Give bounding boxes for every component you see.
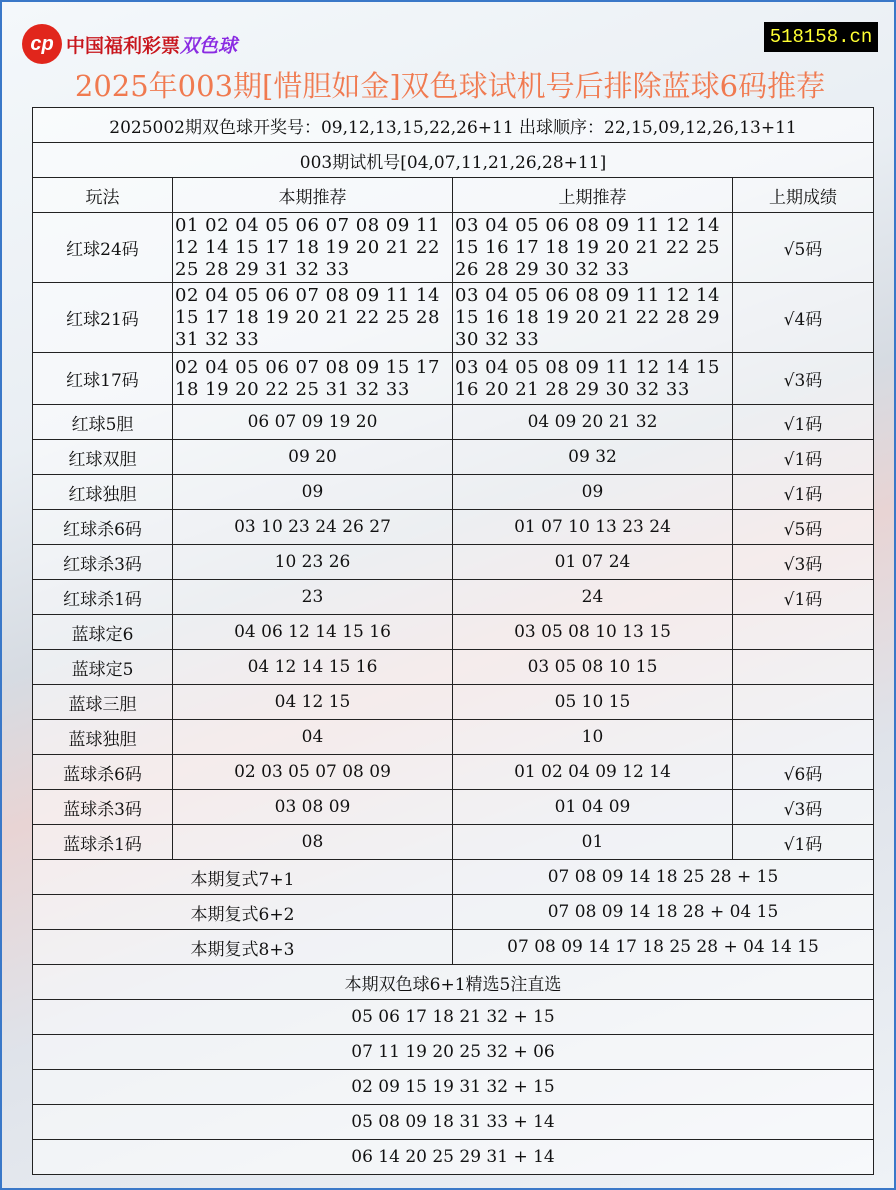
previous-pick: 03 05 08 10 13 15 bbox=[453, 615, 733, 650]
previous-result: √4码 bbox=[733, 283, 874, 353]
table-row bbox=[33, 353, 874, 405]
fushi-value: 07 08 09 14 18 25 28 + 15 bbox=[453, 860, 874, 895]
table-row bbox=[33, 720, 874, 755]
play-type: 红球21码 bbox=[33, 283, 173, 353]
fushi-label: 本期复式8+3 bbox=[33, 930, 453, 965]
previous-pick: 01 02 04 09 12 14 bbox=[453, 755, 733, 790]
previous-result bbox=[733, 615, 874, 650]
site-badge: 518158.cn bbox=[764, 22, 878, 52]
previous-pick: 03 04 05 06 08 09 11 12 14 15 16 18 19 20 21 22 28 29 30 32 33 bbox=[453, 283, 733, 353]
current-pick: 01 02 04 05 06 07 08 09 11 12 14 15 17 18 19 20 21 22 25 28 29 31 32 33 bbox=[173, 213, 453, 283]
previous-result: √3码 bbox=[733, 545, 874, 580]
play-type: 红球5胆 bbox=[33, 405, 173, 440]
table-row bbox=[33, 650, 874, 685]
col-header: 上期推荐 bbox=[453, 178, 733, 213]
fushi-row bbox=[33, 930, 874, 965]
pick-row bbox=[33, 1035, 874, 1070]
pick-value: 07 11 19 20 25 32 + 06 bbox=[33, 1035, 874, 1070]
play-type: 蓝球杀3码 bbox=[33, 790, 173, 825]
table-row bbox=[33, 213, 874, 283]
lottery-logo bbox=[22, 24, 237, 64]
previous-result bbox=[733, 685, 874, 720]
play-type: 蓝球定6 bbox=[33, 615, 173, 650]
previous-result: √5码 bbox=[733, 510, 874, 545]
pick-value: 05 06 17 18 21 32 + 15 bbox=[33, 1000, 874, 1035]
current-pick: 03 08 09 bbox=[173, 790, 453, 825]
play-type: 红球24码 bbox=[33, 213, 173, 283]
table-row bbox=[33, 825, 874, 860]
current-pick: 03 10 23 24 26 27 bbox=[173, 510, 453, 545]
fushi-label: 本期复式7+1 bbox=[33, 860, 453, 895]
play-type: 蓝球杀1码 bbox=[33, 825, 173, 860]
previous-pick: 03 04 05 06 08 09 11 12 14 15 16 17 18 19 20 21 22 25 26 28 29 30 32 33 bbox=[453, 213, 733, 283]
previous-result: √1码 bbox=[733, 405, 874, 440]
prediction-table bbox=[32, 107, 874, 1175]
play-type: 红球杀1码 bbox=[33, 580, 173, 615]
play-type: 红球17码 bbox=[33, 353, 173, 405]
picks-title: 本期双色球6+1精选5注直选 bbox=[33, 965, 874, 1000]
previous-result: √1码 bbox=[733, 440, 874, 475]
previous-result bbox=[733, 720, 874, 755]
fushi-value: 07 08 09 14 17 18 25 28 + 04 14 15 bbox=[453, 930, 874, 965]
pick-value: 02 09 15 19 31 32 + 15 bbox=[33, 1070, 874, 1105]
current-pick: 09 20 bbox=[173, 440, 453, 475]
previous-pick: 01 bbox=[453, 825, 733, 860]
table-row bbox=[33, 510, 874, 545]
trial-info: 003期试机号[04,07,11,21,26,28+11] bbox=[33, 143, 874, 178]
current-pick: 09 bbox=[173, 475, 453, 510]
previous-pick: 01 04 09 bbox=[453, 790, 733, 825]
play-type: 红球杀3码 bbox=[33, 545, 173, 580]
current-pick: 04 12 15 bbox=[173, 685, 453, 720]
previous-result: √6码 bbox=[733, 755, 874, 790]
pick-value: 06 14 20 25 29 31 + 14 bbox=[33, 1140, 874, 1175]
fushi-label: 本期复式6+2 bbox=[33, 895, 453, 930]
pick-value: 05 08 09 18 31 33 + 14 bbox=[33, 1105, 874, 1140]
table-row bbox=[33, 755, 874, 790]
previous-pick: 05 10 15 bbox=[453, 685, 733, 720]
current-pick: 02 04 05 06 07 08 09 11 14 15 17 18 19 20 21 22 25 28 31 32 33 bbox=[173, 283, 453, 353]
table-row bbox=[33, 685, 874, 720]
current-pick: 06 07 09 19 20 bbox=[173, 405, 453, 440]
previous-pick: 04 09 20 21 32 bbox=[453, 405, 733, 440]
play-type: 红球独胆 bbox=[33, 475, 173, 510]
fushi-row bbox=[33, 860, 874, 895]
table-header bbox=[33, 178, 874, 213]
previous-result: √1码 bbox=[733, 825, 874, 860]
previous-result: √3码 bbox=[733, 790, 874, 825]
current-pick: 23 bbox=[173, 580, 453, 615]
pick-row bbox=[33, 1000, 874, 1035]
table-row bbox=[33, 580, 874, 615]
table-row bbox=[33, 615, 874, 650]
col-header: 玩法 bbox=[33, 178, 173, 213]
previous-result: √3码 bbox=[733, 353, 874, 405]
table-row bbox=[33, 790, 874, 825]
table-row bbox=[33, 440, 874, 475]
table-row bbox=[33, 405, 874, 440]
previous-result: √1码 bbox=[733, 580, 874, 615]
previous-pick: 01 07 10 13 23 24 bbox=[453, 510, 733, 545]
play-type: 红球双胆 bbox=[33, 440, 173, 475]
page-title: 2025年003期[惜胆如金]双色球试机号后排除蓝球6码推荐 bbox=[74, 69, 826, 103]
play-type: 蓝球杀6码 bbox=[33, 755, 173, 790]
previous-pick: 01 07 24 bbox=[453, 545, 733, 580]
col-header: 上期成绩 bbox=[733, 178, 874, 213]
previous-pick: 24 bbox=[453, 580, 733, 615]
current-pick: 08 bbox=[173, 825, 453, 860]
table-row bbox=[33, 545, 874, 580]
previous-pick: 03 04 05 08 09 11 12 14 15 16 20 21 28 29 30 32 33 bbox=[453, 353, 733, 405]
table-row bbox=[33, 475, 874, 510]
previous-result: √1码 bbox=[733, 475, 874, 510]
logo-text: 中国福利彩票 bbox=[66, 34, 181, 57]
current-pick: 10 23 26 bbox=[173, 545, 453, 580]
play-type: 红球杀6码 bbox=[33, 510, 173, 545]
play-type: 蓝球定5 bbox=[33, 650, 173, 685]
previous-pick: 09 bbox=[453, 475, 733, 510]
current-pick: 02 04 05 06 07 08 09 15 17 18 19 20 22 25 31 32 33 bbox=[173, 353, 453, 405]
previous-result bbox=[733, 650, 874, 685]
play-type: 蓝球独胆 bbox=[33, 720, 173, 755]
previous-pick: 03 05 08 10 15 bbox=[453, 650, 733, 685]
play-type: 蓝球三胆 bbox=[33, 685, 173, 720]
logo-brand: 双色球 bbox=[180, 34, 238, 57]
previous-pick: 09 32 bbox=[453, 440, 733, 475]
current-pick: 04 bbox=[173, 720, 453, 755]
draw-info: 2025002期双色球开奖号：09,12,13,15,22,26+11 出球顺序：22,15,09,12,26,13+11 bbox=[33, 108, 874, 143]
table-row bbox=[33, 283, 874, 353]
current-pick: 02 03 05 07 08 09 bbox=[173, 755, 453, 790]
fushi-row bbox=[33, 895, 874, 930]
current-pick: 04 06 12 14 15 16 bbox=[173, 615, 453, 650]
pick-row bbox=[33, 1140, 874, 1175]
current-pick: 04 12 14 15 16 bbox=[173, 650, 453, 685]
col-header: 本期推荐 bbox=[173, 178, 453, 213]
fushi-value: 07 08 09 14 18 28 + 04 15 bbox=[453, 895, 874, 930]
pick-row bbox=[33, 1105, 874, 1140]
pick-row bbox=[33, 1070, 874, 1105]
previous-result: √5码 bbox=[733, 213, 874, 283]
previous-pick: 10 bbox=[453, 720, 733, 755]
cwl-logo-icon: cp bbox=[22, 24, 62, 64]
